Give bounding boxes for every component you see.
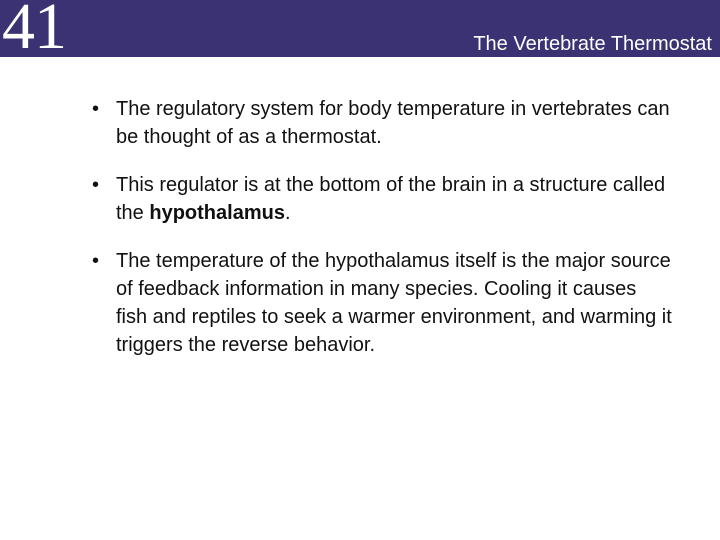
title-bar [0,0,720,63]
bullet-text: The temperature of the hypothalamus itself is the major source of feedback information in many species. Cooling it causes fish and reptiles to seek a warmer environment, and warming it triggers the reverse behavior. [116,250,672,356]
bullet-item [92,171,672,227]
bold-term: hypothalamus [149,202,285,224]
chapter-number: 41 [2,0,66,63]
slide-title: The Vertebrate Thermostat [473,33,712,55]
bullet-marker: • [92,174,100,196]
bullet-marker: • [92,250,100,272]
bullet-item [92,247,672,359]
bullet-list [92,95,672,379]
bullet-item [92,95,672,151]
bullet-text: The regulatory system for body temperature in vertebrates can be thought of as a thermostat. [116,98,670,148]
bullet-marker: • [92,98,100,120]
bullet-text-end: . [284,202,291,224]
bullet-text: This regulator is at the bottom of the brain in a structure called the [116,174,666,224]
